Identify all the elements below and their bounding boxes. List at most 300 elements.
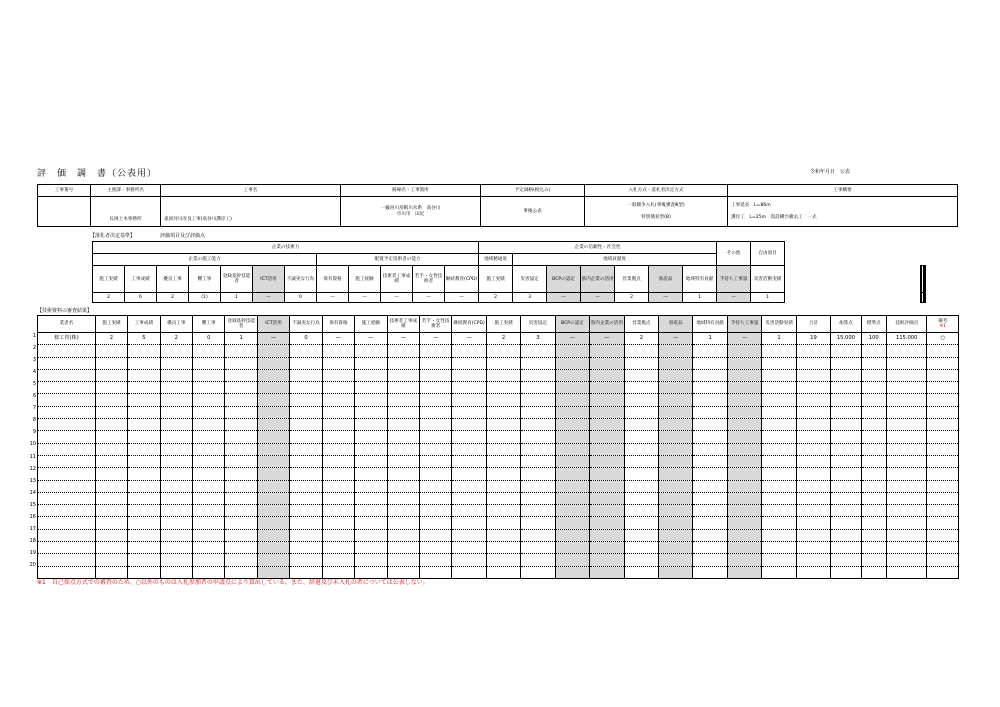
review-cell	[225, 468, 257, 480]
review-cell	[727, 492, 761, 504]
review-cell	[659, 431, 693, 443]
review-cell	[486, 505, 520, 517]
review-cell	[38, 369, 96, 381]
review-cell	[762, 443, 796, 455]
review-cell	[419, 468, 451, 480]
review-cell	[555, 431, 589, 443]
review-cell	[452, 431, 486, 443]
review-cell	[322, 394, 354, 406]
review-cell: 2	[486, 333, 520, 345]
review-cell	[624, 419, 658, 431]
review-cell	[927, 357, 959, 369]
review-cell	[727, 419, 761, 431]
review-cell	[886, 505, 927, 517]
review-col-label: 県内企業の活用	[590, 321, 623, 327]
review-cell: 桜工営(株)	[38, 333, 96, 345]
review-cell	[38, 443, 96, 455]
review-cell	[95, 529, 127, 541]
review-cell	[419, 419, 451, 431]
review-cell	[886, 542, 927, 554]
review-cell	[659, 480, 693, 492]
review-col-header	[128, 316, 160, 333]
table-row	[38, 382, 959, 394]
criteria-table	[92, 241, 926, 303]
row-number: 17	[29, 525, 36, 532]
criteria-value: 3	[513, 293, 547, 303]
review-cell	[521, 492, 555, 504]
review-cell	[796, 406, 830, 418]
review-cell	[355, 369, 387, 381]
review-cell	[762, 382, 796, 394]
review-col-label: 災害協定	[528, 321, 548, 327]
review-cell	[796, 345, 830, 357]
review-cell	[160, 492, 192, 504]
review-cell	[225, 443, 257, 455]
review-cell	[521, 529, 555, 541]
review-cell	[727, 382, 761, 394]
header-summary: 工事概要	[728, 185, 958, 197]
review-cell	[796, 443, 830, 455]
review-col-header	[727, 316, 761, 333]
review-cell	[225, 517, 257, 529]
review-col-header	[38, 316, 96, 333]
review-cell	[419, 554, 451, 566]
review-cell	[38, 517, 96, 529]
header-project-number: 工事番号	[38, 185, 91, 197]
row-number: 3	[32, 357, 36, 364]
review-cell	[419, 480, 451, 492]
review-cell	[521, 468, 555, 480]
table-row	[38, 369, 959, 381]
criteria-col-header: ICT活用	[253, 266, 285, 293]
review-cell	[927, 492, 959, 504]
review-cell	[160, 505, 192, 517]
review-cell	[193, 542, 225, 554]
review-cell	[355, 554, 387, 566]
review-cell	[257, 406, 289, 418]
review-cell	[160, 431, 192, 443]
review-cell	[762, 394, 796, 406]
review-cell	[322, 419, 354, 431]
review-cell	[257, 505, 289, 517]
review-cell	[193, 369, 225, 381]
review-col-header	[486, 316, 520, 333]
review-cell: —	[727, 333, 761, 345]
review-cell	[355, 468, 387, 480]
review-cell	[387, 345, 419, 357]
review-cell	[659, 455, 693, 467]
sub-region: 地域精通度	[479, 254, 513, 266]
review-cell	[160, 382, 192, 394]
review-cell	[659, 529, 693, 541]
review-cell	[521, 345, 555, 357]
review-cell	[590, 369, 624, 381]
summary-cell	[728, 197, 958, 227]
review-cell	[555, 419, 589, 431]
route-cell	[341, 197, 481, 227]
criteria-value	[924, 293, 925, 303]
review-cell	[193, 492, 225, 504]
review-cell	[193, 394, 225, 406]
review-cell	[486, 529, 520, 541]
review-col-label: 難工事	[201, 321, 216, 327]
review-cell	[257, 542, 289, 554]
review-label: 【技術資料の審査結果】	[37, 308, 93, 314]
review-cell	[886, 357, 927, 369]
review-cell	[95, 357, 127, 369]
review-cell	[452, 554, 486, 566]
review-cell	[419, 505, 451, 517]
project-info-table	[37, 184, 958, 227]
review-col-label: 加算点	[839, 321, 853, 327]
criteria-col-header: 施工実績	[93, 266, 125, 293]
criteria-value: —	[649, 293, 683, 303]
review-cell	[659, 345, 693, 357]
header-office: 主務課・事務所名	[91, 185, 161, 197]
row-number: 13	[29, 477, 36, 484]
criteria-value: (1)	[189, 293, 221, 303]
review-cell: —	[257, 333, 289, 345]
review-col-header	[624, 316, 658, 333]
review-cell	[624, 480, 658, 492]
review-cell	[861, 345, 886, 357]
criteria-value: 6	[125, 293, 157, 303]
review-cell	[555, 406, 589, 418]
review-cell	[355, 455, 387, 467]
criteria-value: 1	[751, 293, 785, 303]
review-cell	[831, 468, 861, 480]
review-cell	[128, 443, 160, 455]
review-cell	[659, 382, 693, 394]
review-cell	[257, 468, 289, 480]
review-cell	[452, 566, 486, 578]
review-cell	[193, 505, 225, 517]
review-cell	[693, 468, 727, 480]
review-cell	[886, 554, 927, 566]
review-cell	[452, 357, 486, 369]
review-cell	[257, 357, 289, 369]
review-cell	[322, 357, 354, 369]
review-col-header	[95, 316, 127, 333]
review-cell	[486, 517, 520, 529]
review-cell	[38, 480, 96, 492]
review-cell	[419, 431, 451, 443]
review-cell	[796, 492, 830, 504]
review-cell	[590, 431, 624, 443]
review-cell	[762, 345, 796, 357]
review-cell	[727, 517, 761, 529]
review-cell	[95, 542, 127, 554]
review-cell	[387, 419, 419, 431]
review-cell	[419, 443, 451, 455]
review-cell	[322, 480, 354, 492]
review-col-label: 保有資格	[329, 321, 348, 327]
review-cell	[290, 480, 322, 492]
review-cell	[160, 542, 192, 554]
review-col-header	[762, 316, 796, 333]
row-number: 12	[29, 465, 36, 472]
review-cell	[95, 431, 127, 443]
criteria-value: 2	[93, 293, 125, 303]
review-cell	[831, 431, 861, 443]
criteria-value: —	[349, 293, 381, 303]
review-col-label: 工事成績	[134, 321, 154, 327]
review-cell	[355, 357, 387, 369]
review-col-label: 施工経験	[361, 321, 381, 327]
review-cell	[38, 419, 96, 431]
review-cell	[355, 492, 387, 504]
review-cell	[831, 455, 861, 467]
review-cell: —	[452, 333, 486, 345]
table-row	[38, 542, 959, 554]
review-cell	[659, 369, 693, 381]
row-number: 15	[29, 501, 36, 508]
review-cell	[193, 345, 225, 357]
review-cell	[225, 394, 257, 406]
review-cell	[160, 480, 192, 492]
review-cell	[624, 468, 658, 480]
review-cell	[693, 406, 727, 418]
review-cell	[762, 505, 796, 517]
review-cell	[193, 419, 225, 431]
review-cell	[796, 419, 830, 431]
review-cell	[290, 492, 322, 504]
review-cell	[322, 431, 354, 443]
review-cell	[886, 455, 927, 467]
review-col-label: 災害活動実績	[765, 321, 793, 327]
review-cell	[555, 542, 589, 554]
header-method: 入札方式・落札者決定方式	[585, 185, 728, 197]
review-cell: 1	[693, 333, 727, 345]
review-col-header	[590, 316, 624, 333]
table-row	[38, 333, 959, 345]
review-col-header	[831, 316, 861, 333]
review-col-label: 不誠実な行為	[292, 321, 320, 327]
review-cell	[659, 468, 693, 480]
review-cell	[693, 542, 727, 554]
review-cell	[886, 345, 927, 357]
review-cell	[290, 431, 322, 443]
criteria-col-header: 県産品	[649, 266, 683, 293]
review-cell	[95, 480, 127, 492]
review-cell	[322, 455, 354, 467]
review-cell	[831, 566, 861, 578]
review-cell	[886, 517, 927, 529]
review-cell	[322, 406, 354, 418]
review-cell	[128, 369, 160, 381]
table-row	[38, 492, 959, 504]
review-cell	[193, 517, 225, 529]
row-number: 20	[29, 561, 36, 568]
review-cell	[387, 542, 419, 554]
criteria-col-header	[924, 266, 925, 293]
review-cell	[762, 554, 796, 566]
review-cell	[831, 542, 861, 554]
review-cell: —	[555, 333, 589, 345]
review-cell	[693, 554, 727, 566]
review-cell	[387, 554, 419, 566]
criteria-col-header: 不誠実な行為	[285, 266, 317, 293]
review-cell	[38, 406, 96, 418]
review-cell	[257, 492, 289, 504]
review-cell	[590, 505, 624, 517]
criteria-value: —	[547, 293, 581, 303]
review-cell	[193, 382, 225, 394]
review-cell	[290, 505, 322, 517]
review-cell	[624, 443, 658, 455]
header-project-name: 工事名	[161, 185, 341, 197]
review-cell	[831, 554, 861, 566]
review-cell	[38, 345, 96, 357]
review-cell	[659, 492, 693, 504]
review-col-header	[555, 316, 589, 333]
review-cell	[452, 505, 486, 517]
review-cell	[160, 369, 192, 381]
review-cell	[257, 529, 289, 541]
review-cell	[861, 382, 886, 394]
review-cell	[452, 443, 486, 455]
review-cell	[831, 517, 861, 529]
criteria-col-header: 保有資格	[317, 266, 349, 293]
review-cell	[452, 542, 486, 554]
review-col-header	[861, 316, 886, 333]
review-cell	[160, 529, 192, 541]
review-cell	[486, 455, 520, 467]
review-cell: 5	[128, 333, 160, 345]
review-cell	[193, 357, 225, 369]
review-cell	[861, 468, 886, 480]
review-cell	[659, 554, 693, 566]
review-cell	[886, 566, 927, 578]
review-cell	[225, 529, 257, 541]
review-cell	[521, 394, 555, 406]
page-title: 評 価 調 書（公表用）	[37, 169, 158, 179]
review-cell	[290, 517, 322, 529]
review-cell	[128, 529, 160, 541]
review-cell	[831, 529, 861, 541]
review-cell	[486, 419, 520, 431]
review-cell	[419, 406, 451, 418]
criteria-col-header: 難工事	[189, 266, 221, 293]
table-row	[38, 468, 959, 480]
review-cell	[322, 542, 354, 554]
review-cell	[452, 345, 486, 357]
review-cell	[257, 554, 289, 566]
review-cell	[160, 443, 192, 455]
review-cell	[727, 431, 761, 443]
review-cell	[290, 382, 322, 394]
review-cell	[831, 419, 861, 431]
review-cell	[257, 394, 289, 406]
row-number: 1	[32, 333, 36, 339]
review-cell	[521, 382, 555, 394]
review-cell	[624, 345, 658, 357]
review-cell	[861, 542, 886, 554]
review-cell	[693, 505, 727, 517]
review-cell	[387, 455, 419, 467]
review-cell	[861, 455, 886, 467]
review-cell	[419, 357, 451, 369]
review-cell: 2	[160, 333, 192, 345]
review-cell	[762, 431, 796, 443]
review-cell	[796, 369, 830, 381]
review-cell	[886, 431, 927, 443]
review-cell	[387, 480, 419, 492]
review-col-label: ICT活用	[265, 321, 282, 327]
row-number: 19	[29, 549, 36, 556]
review-cell	[727, 566, 761, 578]
review-cell	[861, 369, 886, 381]
review-cell	[590, 394, 624, 406]
review-cell	[659, 357, 693, 369]
review-cell	[693, 492, 727, 504]
review-cell	[160, 455, 192, 467]
review-cell	[762, 357, 796, 369]
review-cell	[831, 480, 861, 492]
table-row	[38, 480, 959, 492]
review-cell	[128, 419, 160, 431]
review-cell	[927, 369, 959, 381]
review-cell	[796, 382, 830, 394]
review-col-label: 営業拠点	[632, 321, 651, 327]
review-col-label: 施工実績	[494, 321, 513, 327]
method-cell	[585, 197, 728, 227]
review-cell	[95, 455, 127, 467]
review-col-header	[290, 316, 322, 333]
review-cell	[762, 492, 796, 504]
review-cell	[555, 517, 589, 529]
review-col-header	[387, 316, 419, 333]
review-cell	[624, 554, 658, 566]
review-cell	[693, 357, 727, 369]
review-cell	[387, 492, 419, 504]
review-cell	[452, 369, 486, 381]
group-reliability: 企業の信頼性・社会性	[479, 242, 717, 254]
review-col-header	[886, 316, 927, 333]
review-cell	[486, 468, 520, 480]
review-cell	[387, 443, 419, 455]
review-cell	[590, 345, 624, 357]
review-cell	[452, 382, 486, 394]
review-cell: 2	[624, 333, 658, 345]
review-cell	[38, 468, 96, 480]
criteria-value: 0	[285, 293, 317, 303]
review-cell	[128, 505, 160, 517]
review-cell	[452, 480, 486, 492]
review-cell	[95, 394, 127, 406]
review-cell	[128, 517, 160, 529]
review-cell	[38, 455, 96, 467]
review-col-header	[419, 316, 451, 333]
review-cell	[95, 369, 127, 381]
review-cell	[355, 345, 387, 357]
review-cell	[693, 419, 727, 431]
table-row	[38, 394, 959, 406]
review-cell	[452, 529, 486, 541]
review-cell	[555, 382, 589, 394]
review-cell	[762, 480, 796, 492]
review-cell	[796, 566, 830, 578]
review-cell	[193, 529, 225, 541]
table-row	[38, 455, 959, 467]
review-col-label: 県産品	[668, 321, 683, 327]
review-cell	[322, 345, 354, 357]
review-cell	[355, 480, 387, 492]
review-cell	[521, 517, 555, 529]
review-cell	[355, 394, 387, 406]
review-cell	[486, 357, 520, 369]
row-number: 8	[32, 417, 36, 424]
